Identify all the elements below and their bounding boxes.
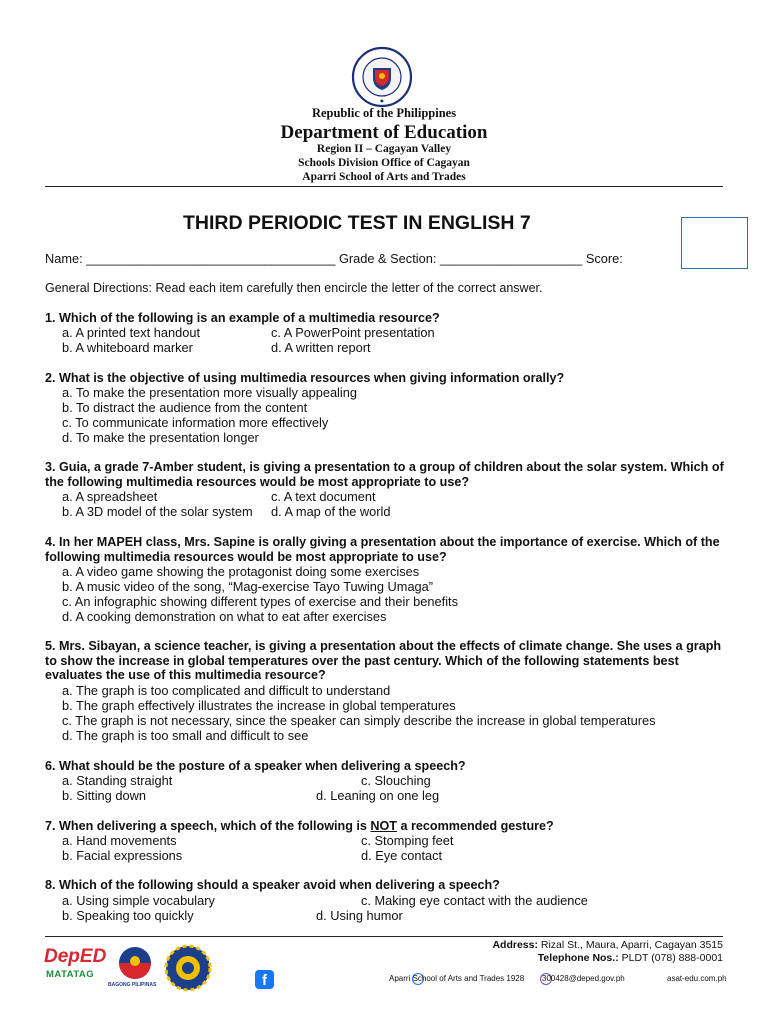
score-box[interactable] xyxy=(681,217,748,269)
q4-option-a[interactable]: a. A video game showing the protagonist doing some exercises xyxy=(62,564,420,579)
bagong-pilipinas-logo xyxy=(110,945,160,985)
q8-option-b[interactable]: b. Speaking too quickly xyxy=(62,908,194,923)
address-value: Rizal St., Maura, Aparri, Cagayan 3515 xyxy=(540,939,723,951)
q8-option-c[interactable]: c. Making eye contact with the audience xyxy=(361,893,588,908)
q7-option-b[interactable]: b. Facial expressions xyxy=(62,848,183,863)
deped-seal-logo xyxy=(344,46,420,108)
question-5: 5. Mrs. Sibayan, a science teacher, is giving a presentation about the effects of climate change. She uses a graph to show the increase in global temperatures over the past century. Which of the following statements best evaluates the use of this multimedia resource? xyxy=(45,639,722,682)
q5-option-b[interactable]: b. The graph effectively illustrates the increase in global temperatures xyxy=(62,698,456,713)
question-7 xyxy=(45,819,735,834)
header-divider xyxy=(45,186,723,187)
republic-line: Republic of the Philippines xyxy=(311,106,457,120)
student-info-row xyxy=(45,251,623,266)
region-line: Region II – Cagayan Valley xyxy=(316,143,452,155)
question-1: 1. Which of the following is an example of a multimedia resource? xyxy=(45,311,440,325)
q2-option-d[interactable]: d. To make the presentation longer xyxy=(62,430,259,445)
q3-option-d[interactable]: d. A map of the world xyxy=(271,504,391,519)
division-line: Schools Division Office of Cagayan xyxy=(298,157,470,169)
address-label: Address: xyxy=(492,939,538,951)
q5-option-a[interactable]: a. The graph is too complicated and difficult to understand xyxy=(62,683,391,698)
q8-option-d[interactable]: d. Using humor xyxy=(316,908,403,923)
q4-option-b[interactable]: b. A music video of the song, “Mag-exercise Tayo Tuwing Umaga” xyxy=(62,579,434,594)
deped-logo: DepED xyxy=(44,946,107,967)
q7-text-end: a recommended gesture? xyxy=(396,819,554,833)
q3-option-c[interactable]: c. A text document xyxy=(271,489,376,504)
telephone-value: PLDT (078) 888-0001 xyxy=(621,952,723,964)
name-label: Name: xyxy=(45,251,83,266)
q3-option-a[interactable]: a. A spreadsheet xyxy=(62,489,158,504)
q1-option-a[interactable]: a. A printed text handout xyxy=(62,325,201,340)
q6-option-d[interactable]: d. Leaning on one leg xyxy=(316,788,440,803)
grade-section-field[interactable]: ____________________ xyxy=(439,251,583,266)
school-gear-logo xyxy=(164,944,212,992)
q7-option-d[interactable]: d. Eye contact xyxy=(361,848,443,863)
q4-option-c[interactable]: c. An infographic showing different types of exercise and their benefits xyxy=(62,594,458,609)
school-line: Aparri School of Arts and Trades xyxy=(302,171,466,183)
general-directions: General Directions: Read each item carefully then encircle the letter of the correct answer. xyxy=(45,281,543,295)
grade-section-label: Grade & Section: xyxy=(338,251,437,266)
q6-option-a[interactable]: a. Standing straight xyxy=(62,773,173,788)
footer-divider xyxy=(45,936,723,937)
website-link[interactable]: asat-edu.com.ph xyxy=(667,974,727,983)
bagong-pilipinas-label: BAGONG PILIPINAS xyxy=(108,982,157,988)
q5-option-c[interactable]: c. The graph is not necessary, since the speaker can simply describe the increase in global temperatures xyxy=(62,713,656,728)
q7-option-a[interactable]: a. Hand movements xyxy=(62,833,177,848)
question-6: 6. What should be the posture of a speaker when delivering a speech? xyxy=(45,759,466,773)
question-8: 8. Which of the following should a speaker avoid when delivering a speech? xyxy=(45,878,500,892)
svg-text:●: ● xyxy=(380,98,384,103)
q2-option-a[interactable]: a. To make the presentation more visually appealing xyxy=(62,385,357,400)
question-4: 4. In her MAPEH class, Mrs. Sapine is orally giving a presentation about the importance of exercise. Which of the following multimedia resources would be most appropriate to use? xyxy=(45,535,720,564)
q8-option-a[interactable]: a. Using simple vocabulary xyxy=(62,893,215,908)
question-3: 3. Guia, a grade 7-Amber student, is giving a presentation to a group of children about the solar system. Which of the following multimedia resources would be most appropriate to use? xyxy=(45,460,724,489)
q1-option-c[interactable]: c. A PowerPoint presentation xyxy=(271,325,435,340)
q2-option-b[interactable]: b. To distract the audience from the content xyxy=(62,400,308,415)
footer-telephone xyxy=(538,952,723,964)
q5-option-d[interactable]: d. The graph is too small and difficult to see xyxy=(62,728,309,743)
q6-option-b[interactable]: b. Sitting down xyxy=(62,788,146,803)
department-title: Department of Education xyxy=(280,122,488,143)
q7-option-c[interactable]: c. Stomping feet xyxy=(361,833,454,848)
name-field[interactable]: ___________________________________ xyxy=(86,251,336,266)
test-title: THIRD PERIODIC TEST IN ENGLISH 7 xyxy=(183,212,531,234)
question-2: 2. What is the objective of using multimedia resources when giving information orally? xyxy=(45,371,565,385)
q2-option-c[interactable]: c. To communicate information more effectively xyxy=(62,415,329,430)
facebook-icon[interactable]: f xyxy=(255,970,274,989)
email-address[interactable]: 300428@deped.gov.ph xyxy=(542,974,625,983)
q6-option-c[interactable]: c. Slouching xyxy=(361,773,431,788)
score-label: Score: xyxy=(585,251,623,266)
q1-option-b[interactable]: b. A whiteboard marker xyxy=(62,340,193,355)
footer-address xyxy=(492,939,723,951)
q4-option-d[interactable]: d. A cooking demonstration on what to eat after exercises xyxy=(62,609,387,624)
q1-option-d[interactable]: d. A written report xyxy=(271,340,371,355)
telephone-label: Telephone Nos.: xyxy=(537,952,619,964)
q7-text-start: 7. When delivering a speech, which of the following is xyxy=(45,819,371,833)
facebook-page[interactable]: Aparri School of Arts and Trades 1928 xyxy=(389,974,525,983)
q7-emphasis: NOT xyxy=(370,819,397,833)
matatag-logo: MATATAG xyxy=(46,969,95,980)
q3-option-b[interactable]: b. A 3D model of the solar system xyxy=(62,504,253,519)
